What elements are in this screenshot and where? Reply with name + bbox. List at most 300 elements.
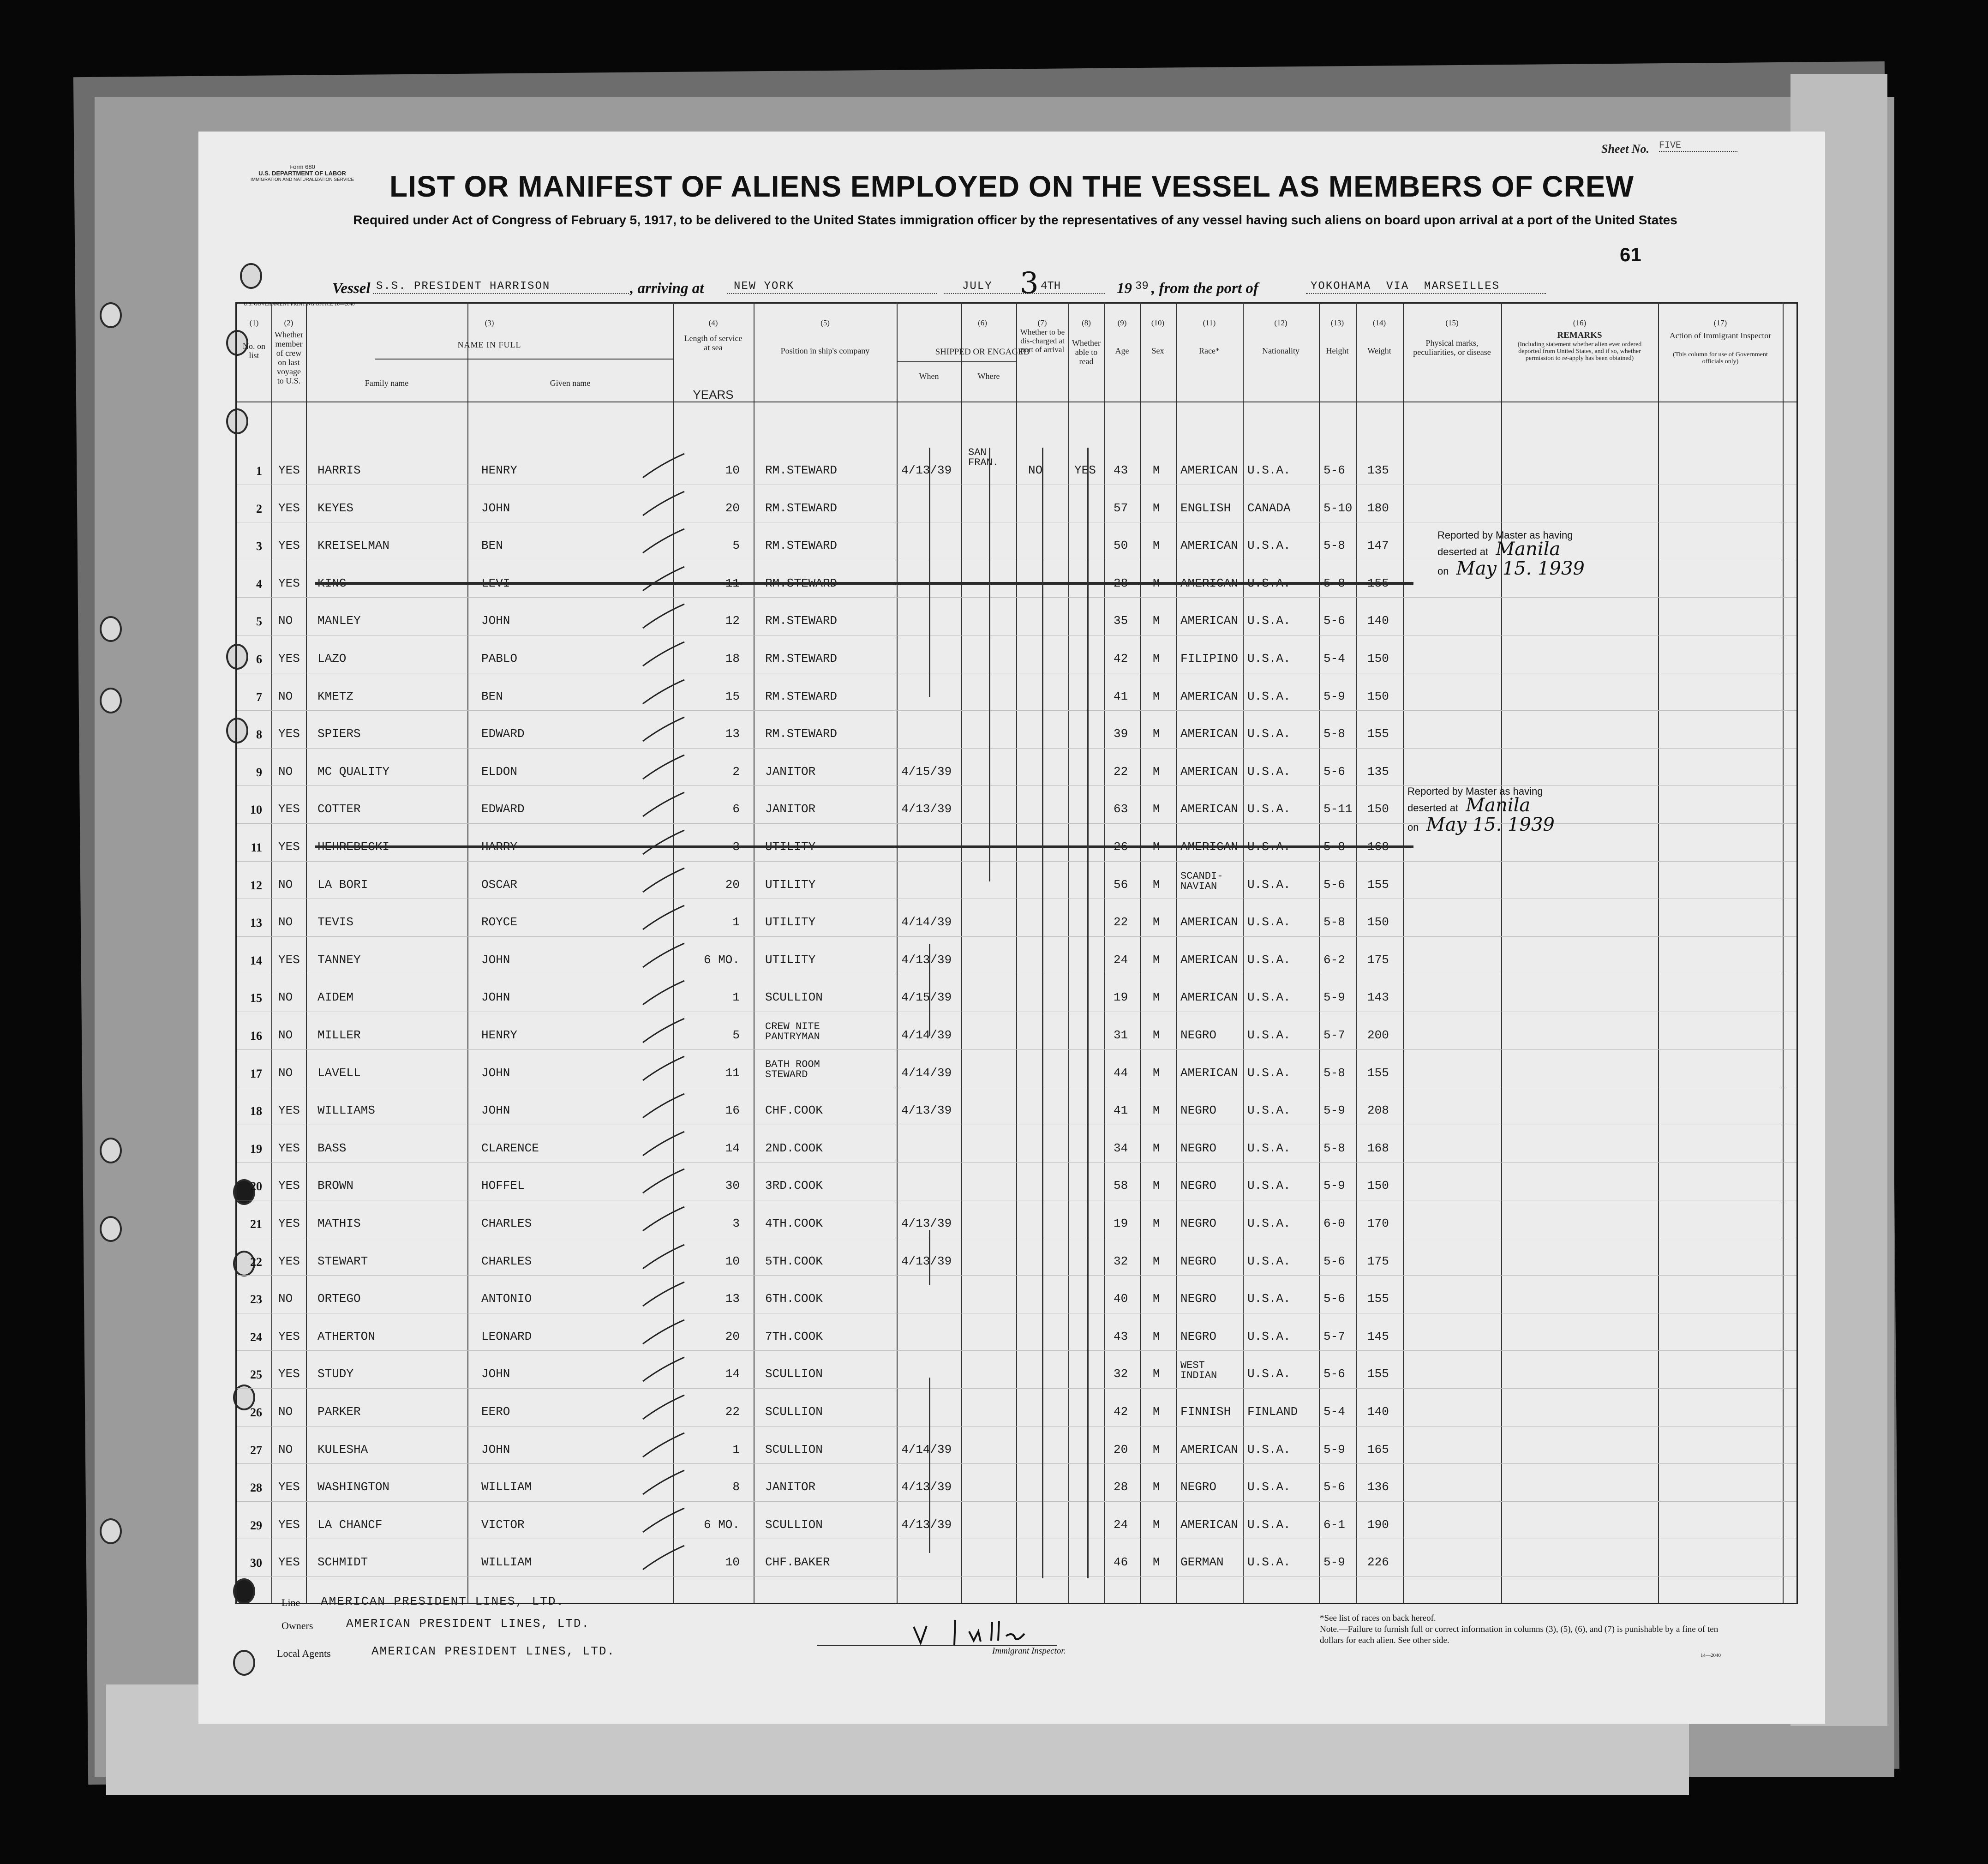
crew-table xyxy=(235,302,1798,1604)
cell-length-of-service: 1 xyxy=(732,915,740,929)
cell-shipped-when: 4/14/39 xyxy=(901,1066,952,1080)
cell-family-name: MC QUALITY xyxy=(317,764,390,779)
col5-number: (5) xyxy=(820,318,830,327)
check-mark xyxy=(638,488,689,520)
cell-prev-voyage: YES xyxy=(278,1179,300,1193)
cell-sex: M xyxy=(1153,1217,1160,1230)
cell-nationality: U.S.A. xyxy=(1247,1292,1291,1306)
cell-length-of-service: 6 MO. xyxy=(703,953,740,967)
cell-weight: 208 xyxy=(1367,1103,1389,1118)
cell-prev-voyage: YES xyxy=(278,1480,300,1494)
check-mark xyxy=(638,864,689,897)
arrival-month: JULY xyxy=(962,280,993,293)
cell-family-name: SCHMIDT xyxy=(317,1555,368,1570)
cell-height: 5-6 xyxy=(1323,877,1345,892)
cell-shipped-when: 4/13/39 xyxy=(901,1254,952,1268)
col17-number: (17) xyxy=(1713,318,1727,327)
col10-number: (10) xyxy=(1151,318,1165,327)
cell-weight: 150 xyxy=(1367,1179,1389,1193)
cell-race: AMERICAN xyxy=(1180,1517,1238,1532)
cell-height: 5-8 xyxy=(1323,539,1345,553)
col7-number: (7) xyxy=(1037,318,1047,327)
cell-nationality: U.S.A. xyxy=(1247,1028,1291,1042)
cell-nationality: U.S.A. xyxy=(1247,764,1291,779)
cell-nationality: U.S.A. xyxy=(1247,1480,1291,1494)
check-mark xyxy=(638,1391,689,1424)
cell-family-name: WILLIAMS xyxy=(317,1103,375,1118)
cell-height: 5-4 xyxy=(1323,1405,1345,1419)
cell-family-name: STEWART xyxy=(317,1254,368,1268)
row-number: 8 xyxy=(256,728,262,742)
col6-where-heading: Where xyxy=(977,372,1000,381)
page-number: 61 xyxy=(1620,244,1641,265)
cell-shipped-when: 4/13/39 xyxy=(901,1103,952,1118)
cell-race: AMERICAN xyxy=(1180,915,1238,929)
check-mark xyxy=(638,1128,689,1160)
cell-prev-voyage: YES xyxy=(278,840,300,854)
cell-nationality: U.S.A. xyxy=(1247,689,1291,703)
col10-heading: Sex xyxy=(1151,346,1164,355)
cell-length-of-service: 13 xyxy=(725,1292,740,1306)
cell-sex: M xyxy=(1153,1292,1160,1306)
cell-age: 20 xyxy=(1114,1442,1128,1456)
cell-weight: 135 xyxy=(1367,463,1389,477)
col7-heading: Whether to be dis-charged at port of arrival xyxy=(1020,328,1065,354)
strike-through-line xyxy=(315,845,1413,848)
cell-nationality: U.S.A. xyxy=(1247,463,1291,477)
sheet-number-label: Sheet No. xyxy=(1601,142,1649,156)
cell-position: RM.STEWARD xyxy=(765,539,838,553)
cell-family-name: KING xyxy=(317,576,347,590)
cell-age: 28 xyxy=(1114,1480,1128,1494)
check-mark xyxy=(638,1165,689,1198)
col6-heading: SHIPPED OR ENGAGED xyxy=(935,347,1030,357)
document-title: LIST OR MANIFEST OF ALIENS EMPLOYED ON THE VESSEL AS MEMBERS OF CREW xyxy=(389,170,1634,203)
cell-race: NEGRO xyxy=(1180,1028,1217,1042)
cell-family-name: KEYES xyxy=(317,501,354,515)
cell-prev-voyage: YES xyxy=(278,576,300,590)
cell-height: 5-6 xyxy=(1323,764,1345,779)
cell-nationality: U.S.A. xyxy=(1247,1066,1291,1080)
cell-race: AMERICAN xyxy=(1180,539,1238,553)
cell-given-name: LEONARD xyxy=(481,1329,532,1343)
cell-shipped-when: 4/13/39 xyxy=(901,463,952,477)
vessel-name: S.S. PRESIDENT HARRISON xyxy=(376,280,551,293)
cell-nationality: U.S.A. xyxy=(1247,1367,1291,1381)
owners-label: Owners xyxy=(281,1620,313,1631)
cell-family-name: PARKER xyxy=(317,1405,361,1419)
cell-shipped-when: 4/13/39 xyxy=(901,1480,952,1494)
cell-race: NEGRO xyxy=(1180,1254,1217,1268)
cell-shipped-when: 4/15/39 xyxy=(901,764,952,779)
cell-height: 5-9 xyxy=(1323,1555,1345,1570)
cell-position: RM.STEWARD xyxy=(765,501,838,515)
cell-family-name: MATHIS xyxy=(317,1217,361,1230)
cell-position: 4TH.COOK xyxy=(765,1217,823,1230)
binder-hole xyxy=(100,1216,122,1242)
cell-given-name: CHARLES xyxy=(481,1217,532,1230)
cell-shipped-when: 4/14/39 xyxy=(901,1442,952,1456)
col3-number: (3) xyxy=(485,318,494,327)
cell-given-name: HARRY xyxy=(481,840,518,854)
cell-sex: M xyxy=(1153,652,1160,665)
col17-note: (This column for use of Government officials only) xyxy=(1673,351,1768,365)
cell-age: 28 xyxy=(1114,576,1128,590)
cell-position: SCULLION xyxy=(765,990,823,1005)
cell-prev-voyage: YES xyxy=(278,1254,300,1268)
cell-sex: M xyxy=(1153,1329,1160,1343)
cell-given-name: OSCAR xyxy=(481,877,518,892)
cell-height: 6-1 xyxy=(1323,1517,1345,1532)
cell-race: AMERICAN xyxy=(1180,840,1238,854)
cell-age: 22 xyxy=(1114,915,1128,929)
check-mark xyxy=(638,563,689,595)
cell-weight: 136 xyxy=(1367,1480,1389,1494)
line-label: Line xyxy=(281,1597,300,1608)
cell-sex: M xyxy=(1153,1442,1160,1456)
cell-prev-voyage: YES xyxy=(278,727,300,741)
col9-heading: Age xyxy=(1115,346,1129,355)
row-number: 20 xyxy=(250,1180,262,1193)
col14-heading: Weight xyxy=(1367,346,1391,355)
cell-family-name: KMETZ xyxy=(317,689,354,703)
row-number: 2 xyxy=(256,502,262,515)
col1-number: (1) xyxy=(249,318,259,327)
cell-prev-voyage: YES xyxy=(278,1103,300,1118)
cell-weight: 143 xyxy=(1367,990,1389,1005)
cell-given-name: WILLIAM xyxy=(481,1555,532,1570)
cell-family-name: BASS xyxy=(317,1141,347,1155)
penalty-note: Note.—Failure to furnish full or correct information in columns (3), (5), (6), and (7) is punishable by a fine of ten dollars for each alien. See other side. xyxy=(1320,1624,1719,1645)
cell-given-name: BEN xyxy=(481,689,503,703)
cell-nationality: U.S.A. xyxy=(1247,576,1291,590)
cell-position: 6TH.COOK xyxy=(765,1292,823,1306)
cell-age: 42 xyxy=(1114,652,1128,665)
binder-hole xyxy=(100,1138,122,1163)
cell-weight: 155 xyxy=(1367,727,1389,741)
cell-length-of-service: 18 xyxy=(725,652,740,665)
vessel-label: Vessel xyxy=(332,280,371,297)
cell-shipped-when: 4/14/39 xyxy=(901,1028,952,1042)
row-number: 18 xyxy=(250,1104,262,1118)
col17-heading: Action of Immigrant Inspector xyxy=(1669,331,1772,340)
remark-on-label: on xyxy=(1437,565,1449,577)
check-mark xyxy=(638,525,689,557)
cell-prev-voyage: NO xyxy=(278,1292,293,1306)
col4-unit: YEARS xyxy=(693,388,734,402)
form-number: Form 680 xyxy=(289,163,315,170)
cell-given-name: EDWARD xyxy=(481,727,525,741)
row-number: 11 xyxy=(251,841,262,854)
cell-race: AMERICAN xyxy=(1180,1066,1238,1080)
races-note: *See list of races on back hereof. xyxy=(1320,1613,1436,1623)
strike-through-line xyxy=(315,582,1413,585)
cell-given-name: JOHN xyxy=(481,614,510,628)
cell-age: 31 xyxy=(1114,1028,1128,1042)
inspector-label: Immigrant Inspector. xyxy=(992,1646,1066,1656)
cell-sex: M xyxy=(1153,1517,1160,1532)
check-mark xyxy=(638,1354,689,1386)
cell-given-name: ROYCE xyxy=(481,915,518,929)
cell-discharged: NO xyxy=(1028,463,1043,477)
cell-nationality: U.S.A. xyxy=(1247,953,1291,967)
check-mark xyxy=(638,1241,689,1273)
cell-age: 43 xyxy=(1114,463,1128,477)
col4-heading: Length of service at sea xyxy=(684,334,743,352)
cell-position: RM.STEWARD xyxy=(765,652,838,665)
cell-given-name: HENRY xyxy=(481,1028,518,1042)
check-mark xyxy=(638,1015,689,1047)
cell-prev-voyage: YES xyxy=(278,1367,300,1381)
cell-weight: 150 xyxy=(1367,689,1389,703)
row-number: 9 xyxy=(256,765,262,779)
cell-height: 5-6 xyxy=(1323,614,1345,628)
cell-prev-voyage: NO xyxy=(278,764,293,779)
cell-weight: 170 xyxy=(1367,1217,1389,1230)
cell-race: NEGRO xyxy=(1180,1292,1217,1306)
row-number: 14 xyxy=(250,953,262,967)
row-number: 13 xyxy=(250,916,262,930)
cell-position: RM.STEWARD xyxy=(765,689,838,703)
cell-prev-voyage: YES xyxy=(278,1517,300,1532)
cell-height: 5-8 xyxy=(1323,727,1345,741)
cell-height: 5-6 xyxy=(1323,463,1345,477)
cell-age: 24 xyxy=(1114,953,1128,967)
remark-place: Manila xyxy=(1496,539,1561,560)
cell-weight: 155 xyxy=(1367,1066,1389,1080)
cell-race: AMERICAN xyxy=(1180,953,1238,967)
row-number: 28 xyxy=(250,1481,262,1495)
arrival-port: NEW YORK xyxy=(734,280,795,293)
cell-sex: M xyxy=(1153,990,1160,1005)
col13-heading: Height xyxy=(1326,346,1349,355)
cell-length-of-service: 14 xyxy=(725,1367,740,1381)
cell-nationality: U.S.A. xyxy=(1247,652,1291,665)
cell-height: 5-7 xyxy=(1323,1028,1345,1042)
check-mark xyxy=(638,676,689,708)
row-number: 22 xyxy=(250,1255,262,1269)
cell-length-of-service: 3 xyxy=(732,840,740,854)
col3-family-heading: Family name xyxy=(365,378,409,388)
check-mark xyxy=(638,940,689,972)
cell-position: JANITOR xyxy=(765,802,816,816)
cell-age: 19 xyxy=(1114,1217,1128,1230)
cell-sex: M xyxy=(1153,1141,1160,1155)
cell-length-of-service: 8 xyxy=(732,1480,740,1494)
cell-length-of-service: 30 xyxy=(725,1179,740,1193)
cell-shipped-when: 4/15/39 xyxy=(901,990,952,1005)
cell-nationality: U.S.A. xyxy=(1247,1517,1291,1532)
cell-position: CREW NITE PANTRYMAN xyxy=(765,1021,820,1043)
cell-nationality: U.S.A. xyxy=(1247,1217,1291,1230)
cell-prev-voyage: YES xyxy=(278,1329,300,1343)
cell-position: JANITOR xyxy=(765,1480,816,1494)
cell-age: 24 xyxy=(1114,1517,1128,1532)
check-mark xyxy=(638,450,689,482)
cell-position: UTILITY xyxy=(765,840,816,854)
cell-race: AMERICAN xyxy=(1180,614,1238,628)
cell-weight: 140 xyxy=(1367,614,1389,628)
cell-length-of-service: 6 xyxy=(732,802,740,816)
col5-heading: Position in ship's company xyxy=(780,346,870,355)
col9-number: (9) xyxy=(1117,318,1127,327)
cell-length-of-service: 6 MO. xyxy=(703,1517,740,1532)
cell-height: 5-8 xyxy=(1323,1141,1345,1155)
check-mark xyxy=(638,638,689,671)
cell-age: 56 xyxy=(1114,877,1128,892)
cell-age: 43 xyxy=(1114,1329,1128,1343)
department-name: U.S. DEPARTMENT OF LABOR xyxy=(258,170,346,177)
cell-position: SCULLION xyxy=(765,1367,823,1381)
cell-given-name: ELDON xyxy=(481,764,518,779)
cell-position: 2ND.COOK xyxy=(765,1141,823,1155)
cell-given-name: VICTOR xyxy=(481,1517,525,1532)
cell-given-name: WILLIAM xyxy=(481,1480,532,1494)
cell-shipped-when: 4/13/39 xyxy=(901,953,952,967)
cell-given-name: JOHN xyxy=(481,953,510,967)
arrival-day-handwritten: 3 xyxy=(1020,266,1039,300)
cell-family-name: LA CHANCF xyxy=(317,1517,383,1532)
cell-given-name: PABLO xyxy=(481,652,518,665)
cell-given-name: EERO xyxy=(481,1405,510,1419)
cell-family-name: AIDEM xyxy=(317,990,354,1005)
cell-length-of-service: 22 xyxy=(725,1405,740,1419)
cell-height: 5-6 xyxy=(1323,1367,1345,1381)
sheet-number-value: FIVE xyxy=(1659,140,1737,152)
col11-heading: Race* xyxy=(1199,346,1220,355)
cell-height: 5-11 xyxy=(1323,802,1353,816)
binder-hole xyxy=(100,616,122,642)
cell-given-name: JOHN xyxy=(481,1367,510,1381)
row-number: 17 xyxy=(250,1067,262,1080)
cell-shipped-when: 4/13/39 xyxy=(901,802,952,816)
cell-height: 5-10 xyxy=(1323,501,1353,515)
col2-heading: Whether member of crew on last voyage to U.S. xyxy=(275,330,303,385)
check-mark xyxy=(638,713,689,746)
cell-prev-voyage: YES xyxy=(278,652,300,665)
col6-when-heading: When xyxy=(919,372,939,381)
cell-sex: M xyxy=(1153,689,1160,703)
col2-number: (2) xyxy=(284,318,293,327)
col15-number: (15) xyxy=(1445,318,1459,327)
cell-nationality: CANADA xyxy=(1247,501,1291,515)
cell-prev-voyage: YES xyxy=(278,1217,300,1230)
check-mark xyxy=(638,751,689,784)
cell-age: 32 xyxy=(1114,1367,1128,1381)
cell-age: 57 xyxy=(1114,501,1128,515)
desertion-remark-row11 xyxy=(1407,785,1555,835)
cell-age: 19 xyxy=(1114,990,1128,1005)
cell-race: NEGRO xyxy=(1180,1103,1217,1118)
cell-nationality: U.S.A. xyxy=(1247,877,1291,892)
cell-prev-voyage: NO xyxy=(278,915,293,929)
cell-race: AMERICAN xyxy=(1180,576,1238,590)
row-number: 10 xyxy=(250,803,262,817)
cell-height: 5-9 xyxy=(1323,689,1345,703)
from-port-label: , from the port of xyxy=(1151,280,1258,297)
cell-age: 44 xyxy=(1114,1066,1128,1080)
col13-number: (13) xyxy=(1330,318,1344,327)
cell-weight: 168 xyxy=(1367,840,1389,854)
cell-shipped-where: SAN FRAN. xyxy=(968,447,999,468)
cell-age: 35 xyxy=(1114,614,1128,628)
cell-family-name: BROWN xyxy=(317,1179,354,1193)
desertion-remark-row4 xyxy=(1437,528,1585,579)
cell-family-name: HARRIS xyxy=(317,463,361,477)
cell-family-name: STUDY xyxy=(317,1367,354,1381)
cell-race: AMERICAN xyxy=(1180,727,1238,741)
cell-nationality: U.S.A. xyxy=(1247,727,1291,741)
printing-office-note: U.S. GOVERNMENT PRINTING OFFICE 16—2040 xyxy=(244,301,355,307)
agents-label: Local Agents xyxy=(277,1648,331,1659)
row-number: 6 xyxy=(256,653,262,666)
year-prefix: 19 xyxy=(1117,280,1132,297)
check-mark xyxy=(638,977,689,1009)
cell-prev-voyage: NO xyxy=(278,877,293,892)
cell-age: 40 xyxy=(1114,1292,1128,1306)
cell-sex: M xyxy=(1153,953,1160,967)
check-mark xyxy=(638,1467,689,1499)
cell-race: NEGRO xyxy=(1180,1179,1217,1193)
cell-position: CHF.COOK xyxy=(765,1103,823,1118)
cell-sex: M xyxy=(1153,1405,1160,1419)
cell-shipped-when: 4/14/39 xyxy=(901,915,952,929)
cell-family-name: LAVELL xyxy=(317,1066,361,1080)
col1-heading: No. on list xyxy=(243,342,265,360)
cell-sex: M xyxy=(1153,614,1160,628)
cell-position: UTILITY xyxy=(765,877,816,892)
cell-nationality: U.S.A. xyxy=(1247,915,1291,929)
cell-weight: 135 xyxy=(1367,764,1389,779)
row-number: 19 xyxy=(250,1142,262,1156)
cell-weight: 155 xyxy=(1367,1367,1389,1381)
cell-prev-voyage: YES xyxy=(278,1555,300,1570)
row-number: 26 xyxy=(250,1406,262,1419)
cell-weight: 200 xyxy=(1367,1028,1389,1042)
remark-deserted-label: deserted at xyxy=(1437,546,1489,557)
row-number: 16 xyxy=(250,1029,262,1043)
row-number: 5 xyxy=(256,615,262,629)
cell-position: CHF.BAKER xyxy=(765,1555,830,1570)
cell-height: 5-6 xyxy=(1323,1254,1345,1268)
cell-sex: M xyxy=(1153,877,1160,892)
cell-position: UTILITY xyxy=(765,915,816,929)
remark-reported-text: Reported by Master as having xyxy=(1407,785,1543,797)
cell-length-of-service: 13 xyxy=(725,727,740,741)
cell-nationality: U.S.A. xyxy=(1247,1141,1291,1155)
cell-family-name: COTTER xyxy=(317,802,361,816)
cell-given-name: HENRY xyxy=(481,463,518,477)
cell-position: RM.STEWARD xyxy=(765,576,838,590)
cell-length-of-service: 16 xyxy=(725,1103,740,1118)
cell-family-name: LA BORI xyxy=(317,877,368,892)
cell-sex: M xyxy=(1153,802,1160,816)
cell-race: FILIPINO xyxy=(1180,652,1238,665)
cell-length-of-service: 11 xyxy=(725,576,740,590)
cell-age: 41 xyxy=(1114,689,1128,703)
cell-sex: M xyxy=(1153,840,1160,854)
row-number: 15 xyxy=(250,991,262,1005)
cell-position: 3RD.COOK xyxy=(765,1179,823,1193)
check-mark xyxy=(638,902,689,934)
cell-height: 5-6 xyxy=(1323,1480,1345,1494)
cell-nationality: U.S.A. xyxy=(1247,1179,1291,1193)
cell-height: 6-2 xyxy=(1323,953,1345,967)
cell-sex: M xyxy=(1153,1179,1160,1193)
cell-family-name: WASHINGTON xyxy=(317,1480,390,1494)
cell-prev-voyage: NO xyxy=(278,614,293,628)
cell-given-name: JOHN xyxy=(481,501,510,515)
